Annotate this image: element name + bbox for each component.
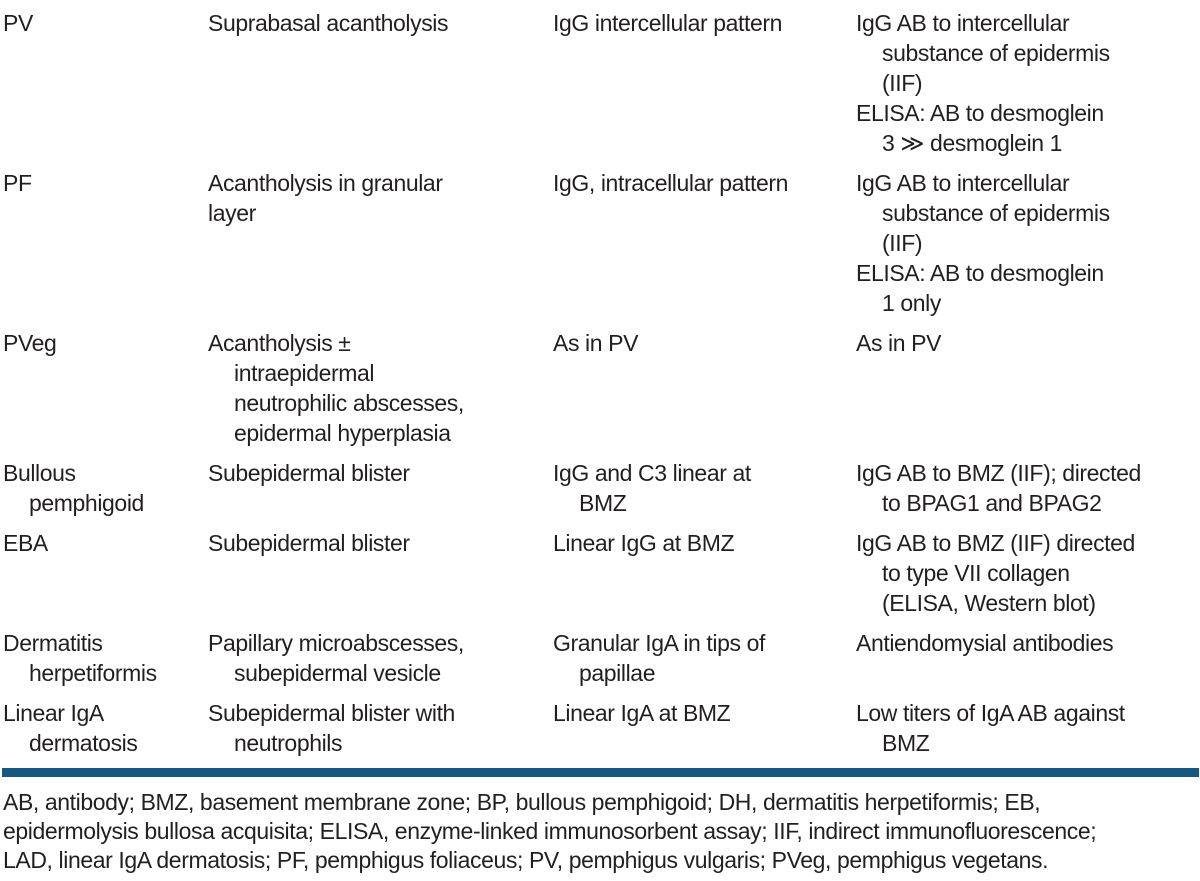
cell-paragraph — [208, 528, 553, 558]
cell-paragraph — [3, 698, 208, 758]
footnote-line: epidermolysis bullosa acquisita; ELISA, enzyme-linked immunosorbent assay; IIF, indirect immunofluorescence; — [3, 818, 1097, 844]
cell-paragraph — [3, 328, 208, 358]
table-body — [3, 8, 1200, 758]
cell-line: Dermatitis — [3, 630, 103, 656]
cell-line: epidermal hyperplasia — [234, 420, 451, 446]
cell-line: intraepidermal — [234, 360, 375, 386]
cell-line: neutrophilic abscesses, — [234, 390, 464, 416]
cell-disease — [3, 528, 208, 558]
cell-line: Suprabasal acantholysis — [208, 10, 449, 36]
cell-paragraph — [856, 628, 1200, 658]
cell-line: Linear IgG at BMZ — [553, 530, 735, 556]
cell-disease — [3, 168, 208, 198]
cell-serology — [856, 698, 1200, 758]
cell-paragraph — [553, 628, 856, 688]
cell-serology — [856, 458, 1200, 518]
cell-immunofluorescence — [553, 698, 856, 728]
cell-disease — [3, 628, 208, 688]
cell-serology — [856, 168, 1200, 318]
cell-histology — [208, 698, 553, 758]
cell-paragraph — [208, 458, 553, 488]
cell-line: Subepidermal blister — [208, 530, 410, 556]
cell-line: Subepidermal blister — [208, 460, 410, 486]
cell-line: (ELISA, Western blot) — [882, 590, 1096, 616]
cell-line: pemphigoid — [29, 490, 144, 516]
cell-histology — [208, 458, 553, 488]
cell-serology — [856, 628, 1200, 658]
cell-line: BMZ — [882, 730, 930, 756]
cell-histology — [208, 8, 553, 38]
cell-paragraph — [208, 328, 553, 448]
cell-line: Linear IgA — [3, 700, 104, 726]
cell-paragraph — [208, 8, 553, 38]
cell-serology — [856, 8, 1200, 158]
cell-line: Antiendomysial antibodies — [856, 630, 1114, 656]
table-row — [3, 628, 1200, 688]
cell-line: IgG AB to BMZ (IIF) directed — [856, 530, 1135, 556]
cell-immunofluorescence — [553, 458, 856, 518]
divider-rule — [2, 768, 1199, 777]
cell-line: ELISA: AB to desmoglein — [856, 100, 1104, 126]
cell-line: to BPAG1 and BPAG2 — [882, 490, 1102, 516]
cell-paragraph — [3, 458, 208, 518]
cell-paragraph — [856, 8, 1200, 98]
cell-line: Low titers of IgA AB against — [856, 700, 1125, 726]
cell-line: herpetiformis — [29, 660, 157, 686]
cell-line: ELISA: AB to desmoglein — [856, 260, 1104, 286]
cell-paragraph — [3, 168, 208, 198]
cell-paragraph — [553, 328, 856, 358]
cell-line: 1 only — [882, 290, 941, 316]
cell-line: Subepidermal blister with — [208, 700, 455, 726]
table-row — [3, 698, 1200, 758]
cell-immunofluorescence — [553, 328, 856, 358]
cell-line: BMZ — [579, 490, 627, 516]
cell-line: As in PV — [553, 330, 639, 356]
cell-paragraph — [553, 168, 856, 198]
footnote — [3, 788, 1200, 875]
cell-line: IgG AB to intercellular — [856, 170, 1070, 196]
cell-line: IgG AB to intercellular — [856, 10, 1070, 36]
cell-line: (IIF) — [882, 230, 923, 256]
cell-line: IgG AB to BMZ (IIF); directed — [856, 460, 1141, 486]
cell-line: PV — [3, 10, 33, 36]
cell-paragraph — [553, 458, 856, 518]
cell-disease — [3, 698, 208, 758]
cell-paragraph — [3, 528, 208, 558]
cell-line: Papillary microabscesses, — [208, 630, 464, 656]
cell-serology — [856, 528, 1200, 618]
cell-histology — [208, 528, 553, 558]
cell-immunofluorescence — [553, 8, 856, 38]
table-row — [3, 458, 1200, 518]
cell-immunofluorescence — [553, 168, 856, 198]
cell-line: 3 ≫ desmoglein 1 — [882, 130, 1063, 156]
cell-line: PF — [3, 170, 32, 196]
cell-paragraph — [856, 168, 1200, 258]
cell-line: substance of epidermis — [882, 40, 1110, 66]
cell-disease — [3, 8, 208, 38]
cell-line: IgG intercellular pattern — [553, 10, 783, 36]
cell-paragraph — [208, 168, 553, 228]
cell-immunofluorescence — [553, 528, 856, 558]
table-row — [3, 328, 1200, 448]
cell-paragraph — [3, 628, 208, 688]
footnote-line: AB, antibody; BMZ, basement membrane zone; BP, bullous pemphigoid; DH, dermatitis herpetiformis; EB, — [3, 789, 1041, 815]
cell-paragraph — [856, 698, 1200, 758]
cell-paragraph — [3, 8, 208, 38]
cell-paragraph — [553, 698, 856, 728]
cell-line: substance of epidermis — [882, 200, 1110, 226]
cell-line: IgG and C3 linear at — [553, 460, 751, 486]
cell-paragraph — [856, 328, 1200, 358]
cell-immunofluorescence — [553, 628, 856, 688]
cell-line: papillae — [579, 660, 656, 686]
table-row — [3, 168, 1200, 318]
cell-line: subepidermal vesicle — [234, 660, 441, 686]
cell-line: Acantholysis ± — [208, 330, 351, 356]
cell-line: neutrophils — [234, 730, 343, 756]
cell-line: dermatosis — [29, 730, 138, 756]
cell-paragraph — [553, 8, 856, 38]
cell-paragraph — [856, 458, 1200, 518]
cell-paragraph — [856, 528, 1200, 618]
cell-histology — [208, 328, 553, 448]
cell-paragraph — [553, 528, 856, 558]
cell-paragraph — [856, 98, 1200, 158]
cell-disease — [3, 458, 208, 518]
cell-line: EBA — [3, 530, 48, 556]
cell-paragraph — [208, 628, 553, 688]
cell-line: IgG, intracellular pattern — [553, 170, 789, 196]
cell-paragraph — [208, 698, 553, 758]
cell-line: Granular IgA in tips of — [553, 630, 765, 656]
cell-histology — [208, 628, 553, 688]
table-row — [3, 528, 1200, 618]
cell-line: Acantholysis in granular — [208, 170, 443, 196]
cell-line: As in PV — [856, 330, 942, 356]
cell-disease — [3, 328, 208, 358]
cell-histology — [208, 168, 553, 228]
cell-line: Linear IgA at BMZ — [553, 700, 731, 726]
cell-line: (IIF) — [882, 70, 923, 96]
cell-line: PVeg — [3, 330, 57, 356]
table-row — [3, 8, 1200, 158]
cell-line: Bullous — [3, 460, 76, 486]
cell-serology — [856, 328, 1200, 358]
cell-line: to type VII collagen — [882, 560, 1070, 586]
footnote-line: LAD, linear IgA dermatosis; PF, pemphigus foliaceus; PV, pemphigus vulgaris; PVeg, pemphigus vegetans. — [3, 847, 1049, 873]
cell-line: layer — [208, 200, 256, 226]
cell-paragraph — [856, 258, 1200, 318]
